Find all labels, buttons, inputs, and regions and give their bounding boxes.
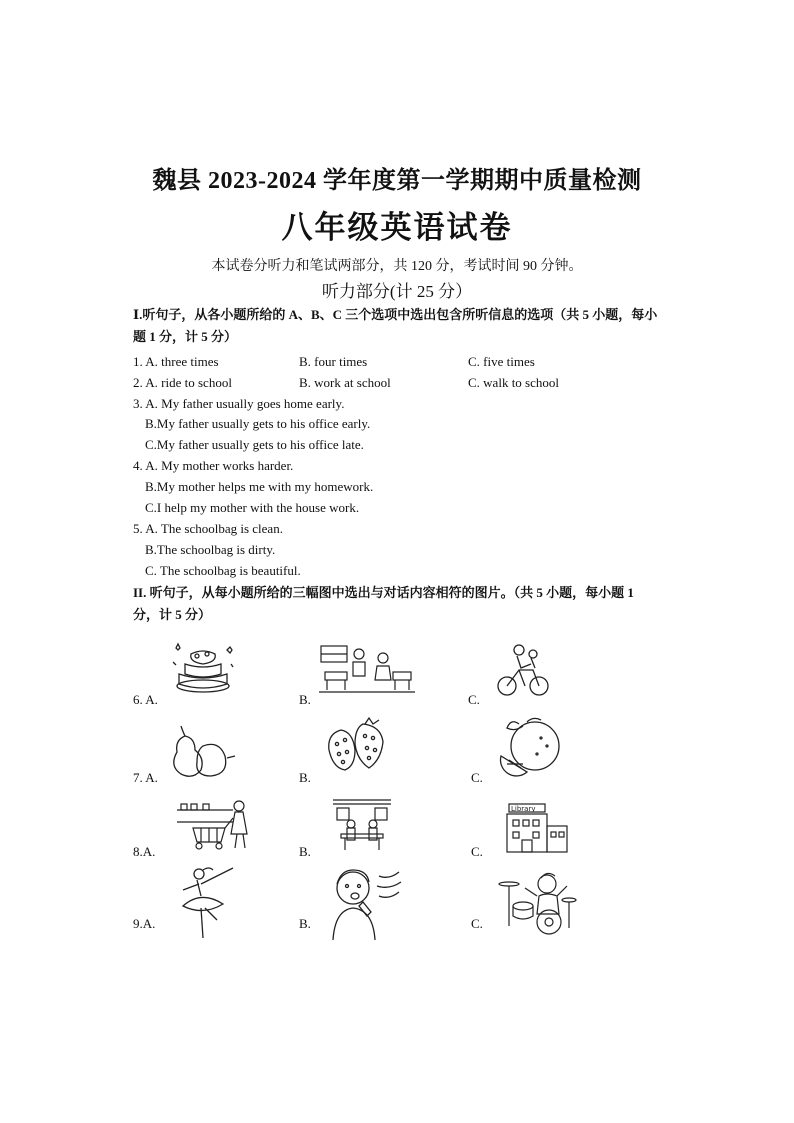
boy-singing-picture bbox=[319, 862, 403, 942]
q4-option-c: C.I help my mother with the house work. bbox=[145, 500, 360, 515]
q6-label-b: B. bbox=[299, 692, 311, 707]
q2-option-b: B. work at school bbox=[299, 375, 391, 390]
q7-label-c: C. bbox=[471, 770, 483, 785]
pear-picture bbox=[167, 722, 237, 778]
q8-label-a: 8.A. bbox=[133, 844, 156, 859]
q9-label-b: B. bbox=[299, 916, 311, 931]
exam-title: 魏县 2023-2024 学年度第一学期期中质量检测 bbox=[152, 168, 642, 194]
q1-option-b: B. four times bbox=[299, 354, 368, 369]
q1-option-c: C. five times bbox=[468, 354, 535, 369]
question-9 bbox=[133, 862, 673, 932]
playing-drums-picture bbox=[497, 866, 577, 938]
q3-option-a: 3. A. My father usually goes home early. bbox=[133, 396, 345, 411]
q6-label-c: C. bbox=[468, 692, 480, 707]
orange-picture bbox=[497, 716, 563, 778]
question-6 bbox=[133, 638, 673, 708]
q5-option-b: B.The schoolbag is dirty. bbox=[145, 542, 276, 557]
birthday-cake-picture bbox=[171, 640, 235, 696]
exam-intro: 本试卷分听力和笔试两部分，共 120 分，考试时间 90 分钟。 bbox=[211, 259, 583, 274]
supermarket-shopping-picture bbox=[173, 796, 257, 852]
q9-label-c: C. bbox=[471, 916, 483, 931]
q7-label-b: B. bbox=[299, 770, 311, 785]
q8-label-c: C. bbox=[471, 844, 483, 859]
riding-bike-picture bbox=[495, 640, 551, 698]
classroom-picture bbox=[319, 642, 415, 694]
strawberry-picture bbox=[325, 716, 387, 776]
q9-label-a: 9.A. bbox=[133, 916, 156, 931]
q3-option-c: C.My father usually gets to his office late. bbox=[145, 437, 364, 452]
q6-label-a: 6. A. bbox=[133, 692, 158, 707]
section-heading: 听力部分(计 25 分） bbox=[321, 282, 473, 301]
library-sign-text: Library bbox=[511, 805, 536, 813]
q2-option-a: 2. A. ride to school bbox=[133, 375, 232, 390]
q4-option-a: 4. A. My mother works harder. bbox=[133, 458, 294, 473]
q4-option-b: B.My mother helps me with my homework. bbox=[145, 479, 374, 494]
q2-option-c: C. walk to school bbox=[468, 375, 559, 390]
part1-instruction: Ⅰ.听句子，从各小题所给的 A、B、C 三个选项中选出包含所听信息的选项（共 5 小题，每小题 1 分，计 5 分） bbox=[133, 307, 658, 344]
question-7 bbox=[133, 716, 673, 786]
q5-option-c: C. The schoolbag is beautiful. bbox=[145, 563, 301, 578]
part2-instruction: II. 听句子，从每小题所给的三幅图中选出与对话内容相符的图片。（共 5 小题，每小题 1 分，计 5 分） bbox=[133, 585, 634, 622]
q5-option-a: 5. A. The schoolbag is clean. bbox=[133, 521, 283, 536]
dining-room-picture bbox=[331, 794, 393, 852]
exam-subtitle: 八年级英语试卷 bbox=[281, 210, 513, 245]
q7-label-a: 7. A. bbox=[133, 770, 158, 785]
q3-option-b: B.My father usually gets to his office early. bbox=[145, 416, 371, 431]
q1-option-a: 1. A. three times bbox=[133, 354, 219, 369]
q8-label-b: B. bbox=[299, 844, 311, 859]
library-building-picture bbox=[503, 802, 579, 854]
ballet-dancer-picture bbox=[173, 862, 239, 942]
question-8 bbox=[133, 790, 673, 860]
